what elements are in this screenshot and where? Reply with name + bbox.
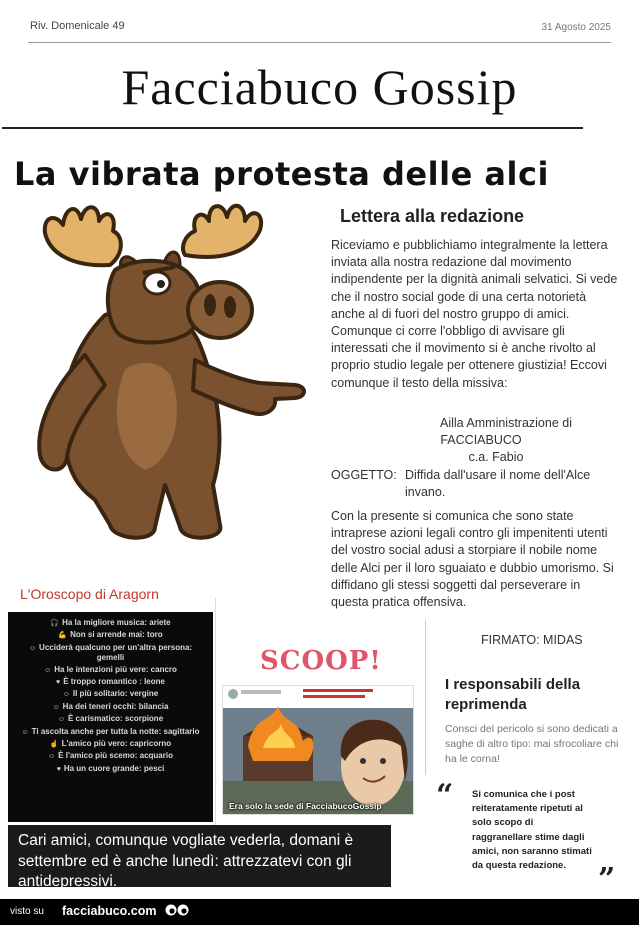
horoscope-emoji-icon: ☺	[44, 666, 52, 674]
issue-label: Riv. Domenicale 49	[30, 20, 125, 32]
horoscope-item	[16, 727, 205, 737]
footer-visto: visto su	[10, 906, 44, 917]
horoscope-title: L'Oroscopo di Aragorn	[20, 586, 159, 602]
horoscope-item	[16, 764, 205, 774]
responsabili-title: I responsabili della reprimenda	[445, 676, 581, 713]
horoscope-emoji-icon: 🎧	[50, 620, 60, 627]
quote-close-icon: ”	[598, 862, 616, 897]
masthead-title: Facciabuco Gossip	[121, 59, 518, 115]
responsabili-text: Consci del pericolo si sono dedicati a saghe di altro tipo: mai sfrocoliare chi ha le corna!	[445, 723, 619, 765]
fire-scene-icon	[223, 686, 413, 814]
horoscope-item	[16, 618, 205, 628]
letter-address	[331, 415, 621, 501]
column-divider	[425, 620, 426, 775]
horoscope-item-text: Il più solitario: vergine	[72, 689, 159, 699]
horoscope-emoji-icon: ♥	[56, 679, 61, 687]
letter-title: Lettera alla redazione	[340, 206, 525, 226]
horoscope-item-text: È carismatico: scorpione	[68, 714, 164, 724]
horoscope-item	[16, 739, 205, 749]
horoscope-item-text: Ha un cuore grande: pesci	[63, 763, 165, 773]
headline: La vibrata protesta delle alci	[14, 155, 549, 193]
footer-site-link[interactable]: facciabuco.com	[62, 904, 157, 918]
horoscope-item-text: È troppo romantico : leone	[63, 677, 165, 687]
eyes-logo-icon	[165, 902, 189, 918]
horoscope-emoji-icon: ☺	[52, 703, 60, 711]
horoscope-item-text: Ha la migliore musica: ariete	[62, 618, 171, 627]
horoscope-emoji-icon: ☺	[62, 691, 70, 699]
issue-date: 31 Agosto 2025	[541, 22, 611, 33]
antidepressant-banner	[8, 825, 391, 890]
horoscope-item	[16, 702, 205, 712]
horoscope-item-text: Ha dei teneri occhi: bilancia	[62, 701, 169, 711]
oggetto-row	[331, 467, 621, 501]
horoscope-item-text: L'amico più vero: capricorno	[61, 739, 172, 749]
horoscope-item	[16, 643, 205, 663]
horoscope-emoji-icon: 💪	[58, 632, 68, 640]
horoscope-emoji-icon: ☺	[28, 644, 37, 652]
header-divider	[28, 42, 611, 43]
horoscope-item-text: Ucciderà qualcuno per un'altra persona: gemelli	[39, 642, 193, 663]
horoscope-emoji-icon: ♥	[56, 765, 61, 773]
horoscope-item-text: È l'amico più scemo: acquario	[58, 751, 173, 761]
letter-body: Con la presente si comunica che sono state intraprese azioni legali contro gli impenitenti utenti del vostro social adusi a storpiare il nobile nome delle Alci per il loro sguaiato e dubbio umorismo. Si diffidano gli stessi soggetti dal perseverare in questa pratica offensiva.	[331, 509, 614, 610]
horoscope-item	[16, 751, 205, 761]
letter-signature: FIRMATO: MIDAS	[481, 633, 583, 647]
horoscope-item	[16, 677, 205, 687]
address-line-3: c.a. Fabio	[468, 450, 524, 465]
horoscope-emoji-icon: ☺	[48, 753, 56, 761]
quote-open-icon: “	[436, 778, 454, 813]
address-line-1: Ailla Amministrazione di	[440, 416, 572, 430]
scoop-title: SCOOP!	[260, 646, 382, 676]
moose-illustration	[15, 195, 310, 560]
horoscope-emoji-icon: ☝	[49, 741, 59, 749]
footer-bar	[0, 899, 639, 925]
horoscope-item-text: Ha le intenzioni più vere: cancro	[54, 664, 177, 674]
column-divider-left	[215, 598, 216, 828]
horoscope-item	[16, 714, 205, 724]
masthead-divider	[2, 127, 583, 129]
banner-text: Cari amici, comunque vogliate vederla, domani è settembre ed è anche lunedì: attrezzatevi con gli antidepressivi.	[18, 832, 354, 890]
scoop-caption: Era solo la sede di FacciabucoGossip	[229, 801, 382, 811]
horoscope-item	[16, 630, 205, 640]
horoscope-emoji-icon: ☺	[21, 728, 29, 736]
horoscope-list	[8, 612, 213, 822]
oggetto-label: OGGETTO:	[331, 467, 397, 482]
quote-text: Si comunica che i post reiteratamente ripetuti al solo scopo di raggranellare stime dagli amici, non saranno stimati da questa redazione.	[472, 789, 592, 872]
horoscope-item	[16, 665, 205, 675]
horoscope-item-text: Ti ascolta anche per tutta la notte: sagittario	[31, 726, 200, 736]
letter-intro: Riceviamo e pubblichiamo integralmente la lettera inviata alla nostra redazione dal movimento indipendente per la dignità animali selvatici. Si vede che il nostro social gode di una certa notorietà anche al di fuori del nostro gruppo di amici. Comunque ci corre l'obbligo di avvisare gli interessati che il movimento si è anche rivolto al proprio studio legale per ottenere giustizia! Eccovi comunque il testo della missiva:	[331, 238, 618, 390]
horoscope-item-text: Non si arrende mai: toro	[70, 630, 163, 640]
horoscope-emoji-icon: ☺	[57, 716, 65, 724]
address-line-2: FACCIABUCO	[440, 433, 522, 448]
horoscope-item	[16, 689, 205, 699]
scoop-image[interactable]	[222, 685, 414, 815]
oggetto-text: Diffida dall'usare il nome dell'Alce invano.	[405, 467, 591, 499]
